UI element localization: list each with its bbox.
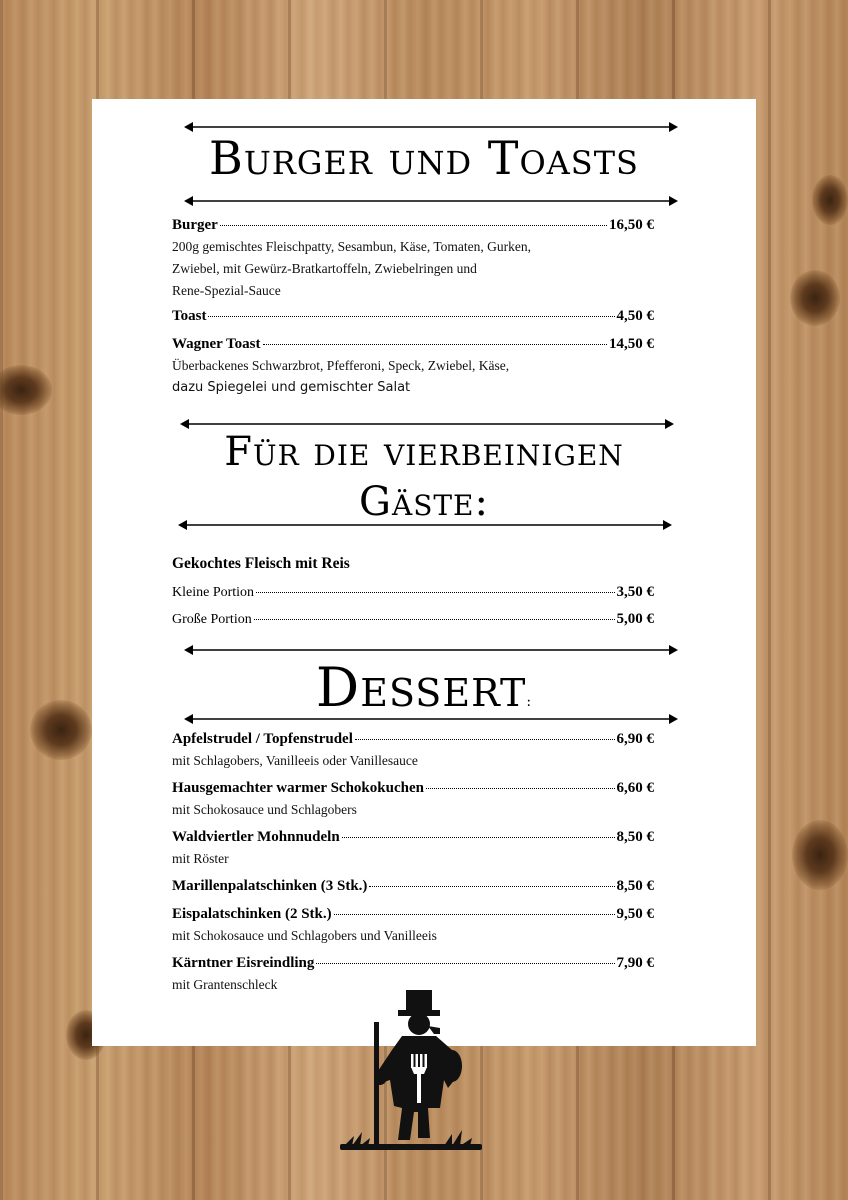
leader-dots: [334, 914, 615, 915]
menu-item-strudel: [172, 732, 654, 747]
description-line: Zwiebel, mit Gewürz-Bratkartoffeln, Zwiebelringen und: [172, 261, 477, 276]
subheading-dog-food: Gekochtes Fleisch mit Reis: [172, 555, 350, 572]
item-name: Apfelstrudel / Topfenstrudel: [172, 731, 353, 747]
item-name: Kleine Portion: [172, 585, 255, 600]
description-line: Rene-Spezial-Sauce: [172, 283, 281, 298]
section-title-dogs-line2: Gäste:: [359, 479, 489, 525]
dessert-title-text: Dessert: [315, 656, 527, 719]
section-title-dogs-line1: Für die vierbeinigen: [224, 429, 624, 475]
item-price: 7,90 €: [616, 955, 654, 971]
menu-item-wagner-toast: [172, 337, 654, 352]
item-price: 16,50 €: [609, 217, 654, 233]
item-price: 4,50 €: [616, 308, 654, 324]
leader-dots: [316, 963, 614, 964]
item-name: Marillenpalatschinken (3 Stk.): [172, 878, 368, 894]
divider-arrow: [184, 195, 678, 207]
description-line: Überbackenes Schwarzbrot, Pfefferoni, Speck, Zwiebel, Käse,: [172, 358, 510, 373]
item-name: Burger: [172, 217, 218, 233]
item-description: mit Schokosauce und Schlagobers und Vanilleeis: [172, 928, 437, 943]
menu-item-eispalatschinken: [172, 907, 654, 922]
section-title-dessert: [92, 656, 756, 719]
item-name: Kärntner Eisreindling: [172, 955, 315, 971]
description-line: dazu Spiegelei und gemischter Salat: [172, 380, 411, 395]
menu-item-small-portion: [172, 585, 654, 600]
item-name: Hausgemachter warmer Schokokuchen: [172, 780, 424, 796]
menu-item-toast: [172, 309, 654, 324]
menu-page: [92, 99, 756, 1046]
divider-arrow: [178, 519, 672, 531]
section-title-burger: Burger und Toasts: [209, 131, 639, 185]
item-name: Toast: [172, 308, 207, 324]
item-description: mit Grantenschleck: [172, 977, 278, 992]
leader-dots: [208, 316, 614, 317]
item-price: 6,60 €: [616, 780, 654, 796]
menu-item-large-portion: [172, 612, 654, 627]
leader-dots: [369, 886, 614, 887]
leader-dots: [355, 739, 615, 740]
divider-arrow: [184, 644, 678, 656]
menu-item-burger: [172, 218, 654, 233]
item-description: mit Röster: [172, 851, 229, 866]
dessert-title-colon: :: [526, 694, 533, 710]
wood-knot: [792, 820, 848, 890]
wood-knot: [30, 700, 92, 760]
item-price: 8,50 €: [616, 829, 654, 845]
item-description: mit Schokosauce und Schlagobers: [172, 802, 357, 817]
item-price: 5,00 €: [616, 611, 654, 627]
wood-knot: [790, 270, 840, 326]
leader-dots: [256, 592, 614, 593]
farmer-with-pitchfork-logo: [340, 988, 482, 1153]
menu-item-marillenpalatschinken: [172, 879, 654, 894]
leader-dots: [254, 619, 615, 620]
leader-dots: [426, 788, 615, 789]
menu-item-mohnnudeln: [172, 830, 654, 845]
item-price: 8,50 €: [616, 878, 654, 894]
item-name: Wagner Toast: [172, 336, 261, 352]
description-line: 200g gemischtes Fleischpatty, Sesambun, Käse, Tomaten, Gurken,: [172, 239, 531, 254]
menu-item-chocolate-cake: [172, 781, 654, 796]
leader-dots: [342, 837, 615, 838]
item-description: mit Schlagobers, Vanilleeis oder Vanillesauce: [172, 753, 418, 768]
item-price: 14,50 €: [609, 336, 654, 352]
item-name: Große Portion: [172, 612, 252, 627]
item-price: 6,90 €: [616, 731, 654, 747]
item-description: [172, 236, 672, 302]
menu-item-eisreindling: [172, 956, 654, 971]
item-price: 9,50 €: [616, 906, 654, 922]
wood-knot: [812, 175, 848, 225]
leader-dots: [220, 225, 607, 226]
leader-dots: [263, 344, 608, 345]
item-name: Eispalatschinken (2 Stk.): [172, 906, 332, 922]
item-price: 3,50 €: [616, 584, 654, 600]
item-name: Waldviertler Mohnnudeln: [172, 829, 340, 845]
divider-arrow: [184, 713, 678, 725]
item-description: [172, 355, 672, 399]
wood-knot: [0, 365, 52, 415]
